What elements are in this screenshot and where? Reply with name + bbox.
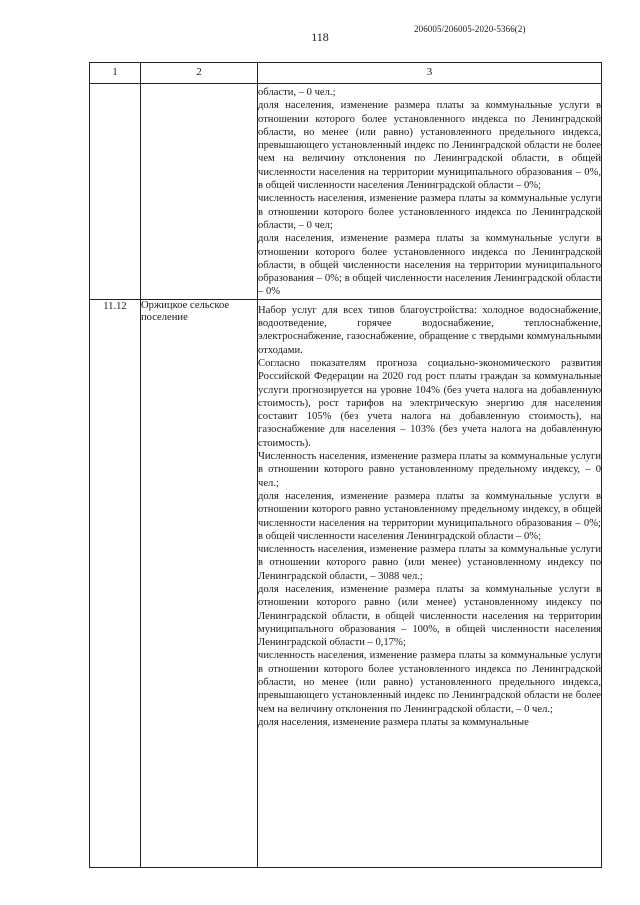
row-number <box>90 84 141 300</box>
paragraph: доля населения, изменение размера платы за коммунальные услуги в отношении которого равно установленному предельному индексу, в общей численности населения на территории муниципального образования – 0%; в общей численности населения Ленинградской области – 0%; <box>258 490 601 542</box>
paragraph: численность населения, изменение размера платы за коммунальные услуги в отношении которого равно (или менее) установленному индексу по Ленинградской области, – 3088 чел.; <box>258 544 601 582</box>
table-header-row <box>90 63 602 84</box>
paragraph: Численность населения, изменение размера платы за коммунальные услуги в отношении которого равно установленному предельному индексу, – 0 чел.; <box>258 451 601 489</box>
row-content <box>258 299 602 867</box>
column-header-1: 1 <box>90 63 141 84</box>
paragraph: Набор услуг для всех типов благоустройства: холодное водоснабжение, водоотведение, горячее водоснабжение, теплоснабжение, электроснабжение, газоснабжение, обращение с твердыми коммунальными отходами. <box>258 304 601 356</box>
page-number: 118 <box>311 30 329 44</box>
paragraph: доля населения, изменение размера платы за коммунальные услуги в отношении которого равно (или менее) установленному индексу по Ленинградской области, в общей численности населения на территории муниципального образования – 100%, в общей численности населения Ленинградской области – 0,17%; <box>258 583 601 649</box>
settlement-name: Оржицкое сельское поселение <box>141 299 258 867</box>
paragraph: доля населения, изменение размера платы за коммунальные услуги в отношении которого более установленного индекса по Ленинградской области, в общей численности населения на территории муниципального образования – 0%; в общей численности населения Ленинградской области – 0% <box>258 233 601 298</box>
paragraph: доля населения, изменение размера платы за коммунальные <box>258 716 529 728</box>
table-row <box>90 84 602 300</box>
paragraph: численность населения, изменение размера платы за коммунальные услуги в отношении которого более установленного индекса по Ленинградской области, но менее (или равно) установленного предельного индекса, превышающего установленный индекс по Ленинградской области не более чем на величину отклонения по Ленинградской области, – 0 чел.; <box>258 650 601 715</box>
column-header-3: 3 <box>258 63 602 84</box>
column-header-2: 2 <box>141 63 258 84</box>
document-id: 206005/206005-2020-5366(2) <box>414 24 526 34</box>
row-content <box>258 84 602 300</box>
paragraph: области, – 0 чел.; <box>258 87 336 98</box>
paragraph: численность населения, изменение размера платы за коммунальные услуги в отношении которого более установленного индекса по Ленинградской области, – 0 чел; <box>258 193 601 231</box>
table-row <box>90 299 602 867</box>
row-number: 11.12 <box>90 299 141 867</box>
paragraph: доля населения, изменение размера платы за коммунальные услуги в отношении которого более установленного индекса по Ленинградской области, но менее (или равно) установленного предельного индекса, превышающего установленный индекс по Ленинградской области не более чем на величину отклонения по Ленинградской области, в общей численности населения на территории муниципального образования – 0%, в общей численности населения Ленинградской области – 0%; <box>258 100 601 192</box>
document-table <box>89 62 602 868</box>
settlement-name <box>141 84 258 300</box>
paragraph: Согласно показателям прогноза социально-экономического развития Российской Федерации на 2020 год рост платы граждан за коммунальные услуги прогнозируется на уровне 104% (без учета налога на добавленную стоимость), рост тарифов на электрическую энергию для населения составит 105% (без учета налога на добавленную стоимость), на газоснабжение для населения – 103% (без учета налога на добавленную стоимость). <box>258 357 601 449</box>
